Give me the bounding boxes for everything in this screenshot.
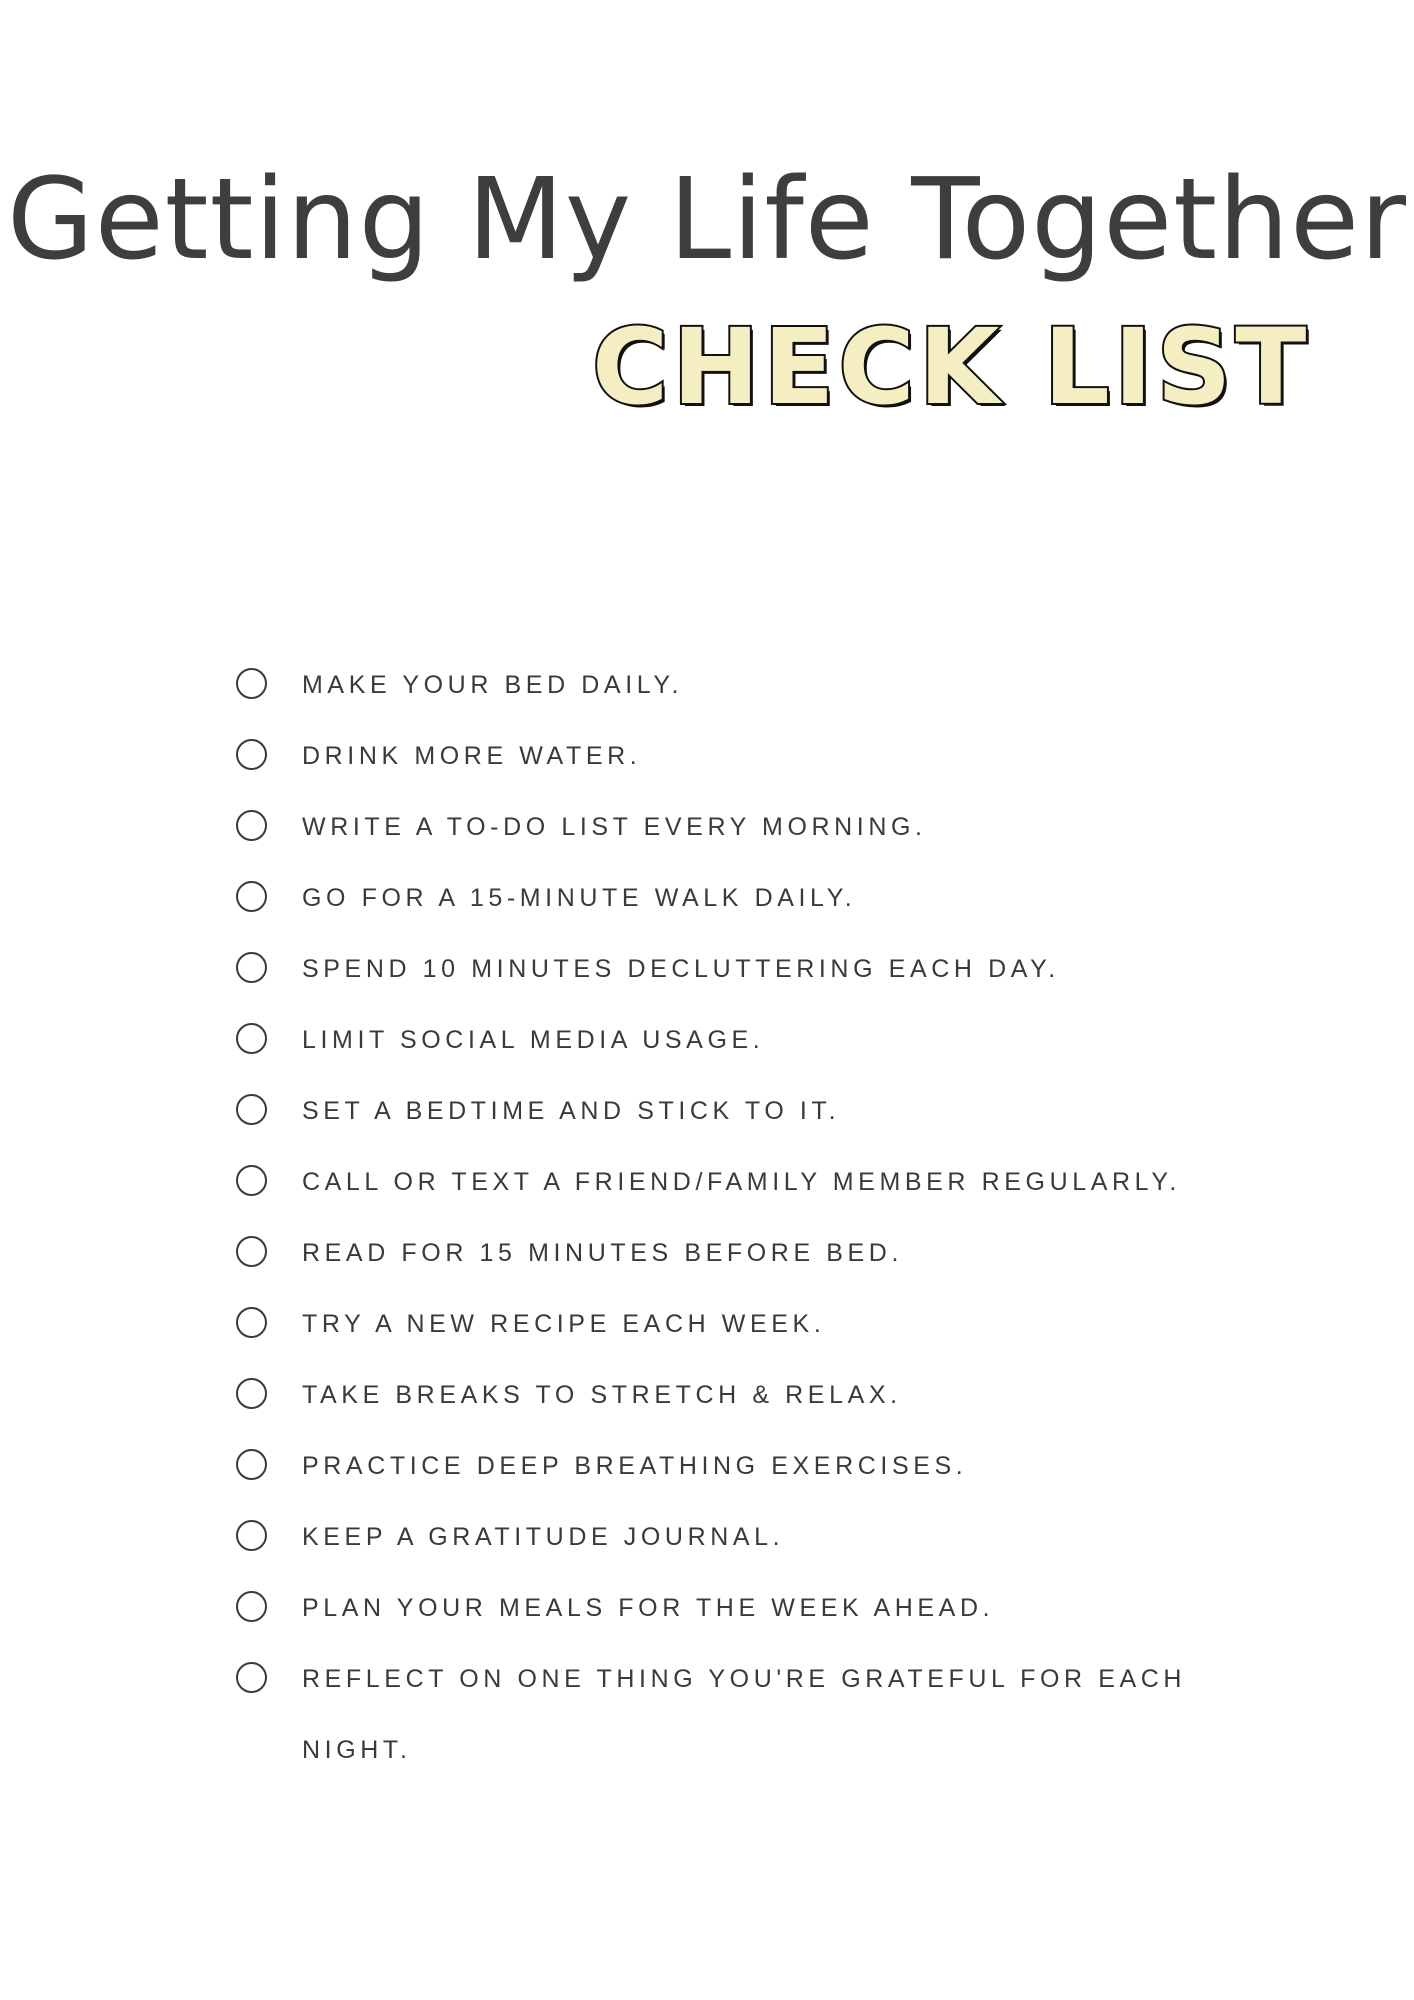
checkbox-circle-icon[interactable] xyxy=(236,1023,267,1054)
checkbox-circle-icon[interactable] xyxy=(236,881,267,912)
checkbox-circle-icon[interactable] xyxy=(236,1307,267,1338)
checklist-item-label: SPEND 10 MINUTES DECLUTTERING EACH DAY. xyxy=(302,955,1060,983)
checklist-item-label: CALL OR TEXT A FRIEND/FAMILY MEMBER REGULARLY. xyxy=(302,1168,1181,1196)
checkbox-circle-icon[interactable] xyxy=(236,1662,267,1693)
checklist-item-label: READ FOR 15 MINUTES BEFORE BED. xyxy=(302,1239,904,1267)
checklist-item-label: TRY A NEW RECIPE EACH WEEK. xyxy=(302,1310,826,1338)
checklist-item xyxy=(236,1360,1302,1431)
checklist-item xyxy=(236,934,1302,1005)
checklist xyxy=(236,650,1302,1786)
checklist-item xyxy=(236,650,1302,721)
checklist-item xyxy=(236,1431,1302,1502)
checklist-item xyxy=(236,1289,1302,1360)
checklist-item-label: DRINK MORE WATER. xyxy=(302,742,642,770)
checkbox-circle-icon[interactable] xyxy=(236,1094,267,1125)
checklist-item xyxy=(236,721,1302,792)
checkbox-circle-icon[interactable] xyxy=(236,739,267,770)
checkbox-circle-icon[interactable] xyxy=(236,1449,267,1480)
checklist-item xyxy=(236,1644,1302,1786)
checklist-item-label: WRITE A TO-DO LIST EVERY MORNING. xyxy=(302,813,927,841)
checklist-item-label: LIMIT SOCIAL MEDIA USAGE. xyxy=(302,1026,765,1054)
checklist-item xyxy=(236,1573,1302,1644)
checkbox-circle-icon[interactable] xyxy=(236,952,267,983)
checklist-item xyxy=(236,1076,1302,1147)
checkbox-circle-icon[interactable] xyxy=(236,1591,267,1622)
checklist-item-label: SET A BEDTIME AND STICK TO IT. xyxy=(302,1097,841,1125)
checkbox-circle-icon[interactable] xyxy=(236,668,267,699)
page-title: Getting My Life Together xyxy=(6,155,1408,285)
checkbox-circle-icon[interactable] xyxy=(236,1378,267,1409)
checklist-item xyxy=(236,1005,1302,1076)
checklist-item-label: PLAN YOUR MEALS FOR THE WEEK AHEAD. xyxy=(302,1594,995,1622)
checkbox-circle-icon[interactable] xyxy=(236,1165,267,1196)
checklist-item-label: REFLECT ON ONE THING YOU'RE GRATEFUL FOR EACH NIGHT. xyxy=(302,1665,1187,1764)
checklist-item xyxy=(236,1218,1302,1289)
checklist-item-label: MAKE YOUR BED DAILY. xyxy=(302,671,683,699)
checkbox-circle-icon[interactable] xyxy=(236,1520,267,1551)
checklist-item xyxy=(236,863,1302,934)
checkbox-circle-icon[interactable] xyxy=(236,810,267,841)
checkbox-circle-icon[interactable] xyxy=(236,1236,267,1267)
checklist-item xyxy=(236,1502,1302,1573)
checklist-item-label: KEEP A GRATITUDE JOURNAL. xyxy=(302,1523,785,1551)
checklist-item-label: GO FOR A 15-MINUTE WALK DAILY. xyxy=(302,884,857,912)
page-subtitle: CHECK LIST xyxy=(592,306,1311,428)
checklist-item xyxy=(236,1147,1302,1218)
checklist-item-label: TAKE BREAKS TO STRETCH & RELAX. xyxy=(302,1381,902,1409)
checklist-item-label: PRACTICE DEEP BREATHING EXERCISES. xyxy=(302,1452,968,1480)
checklist-item xyxy=(236,792,1302,863)
